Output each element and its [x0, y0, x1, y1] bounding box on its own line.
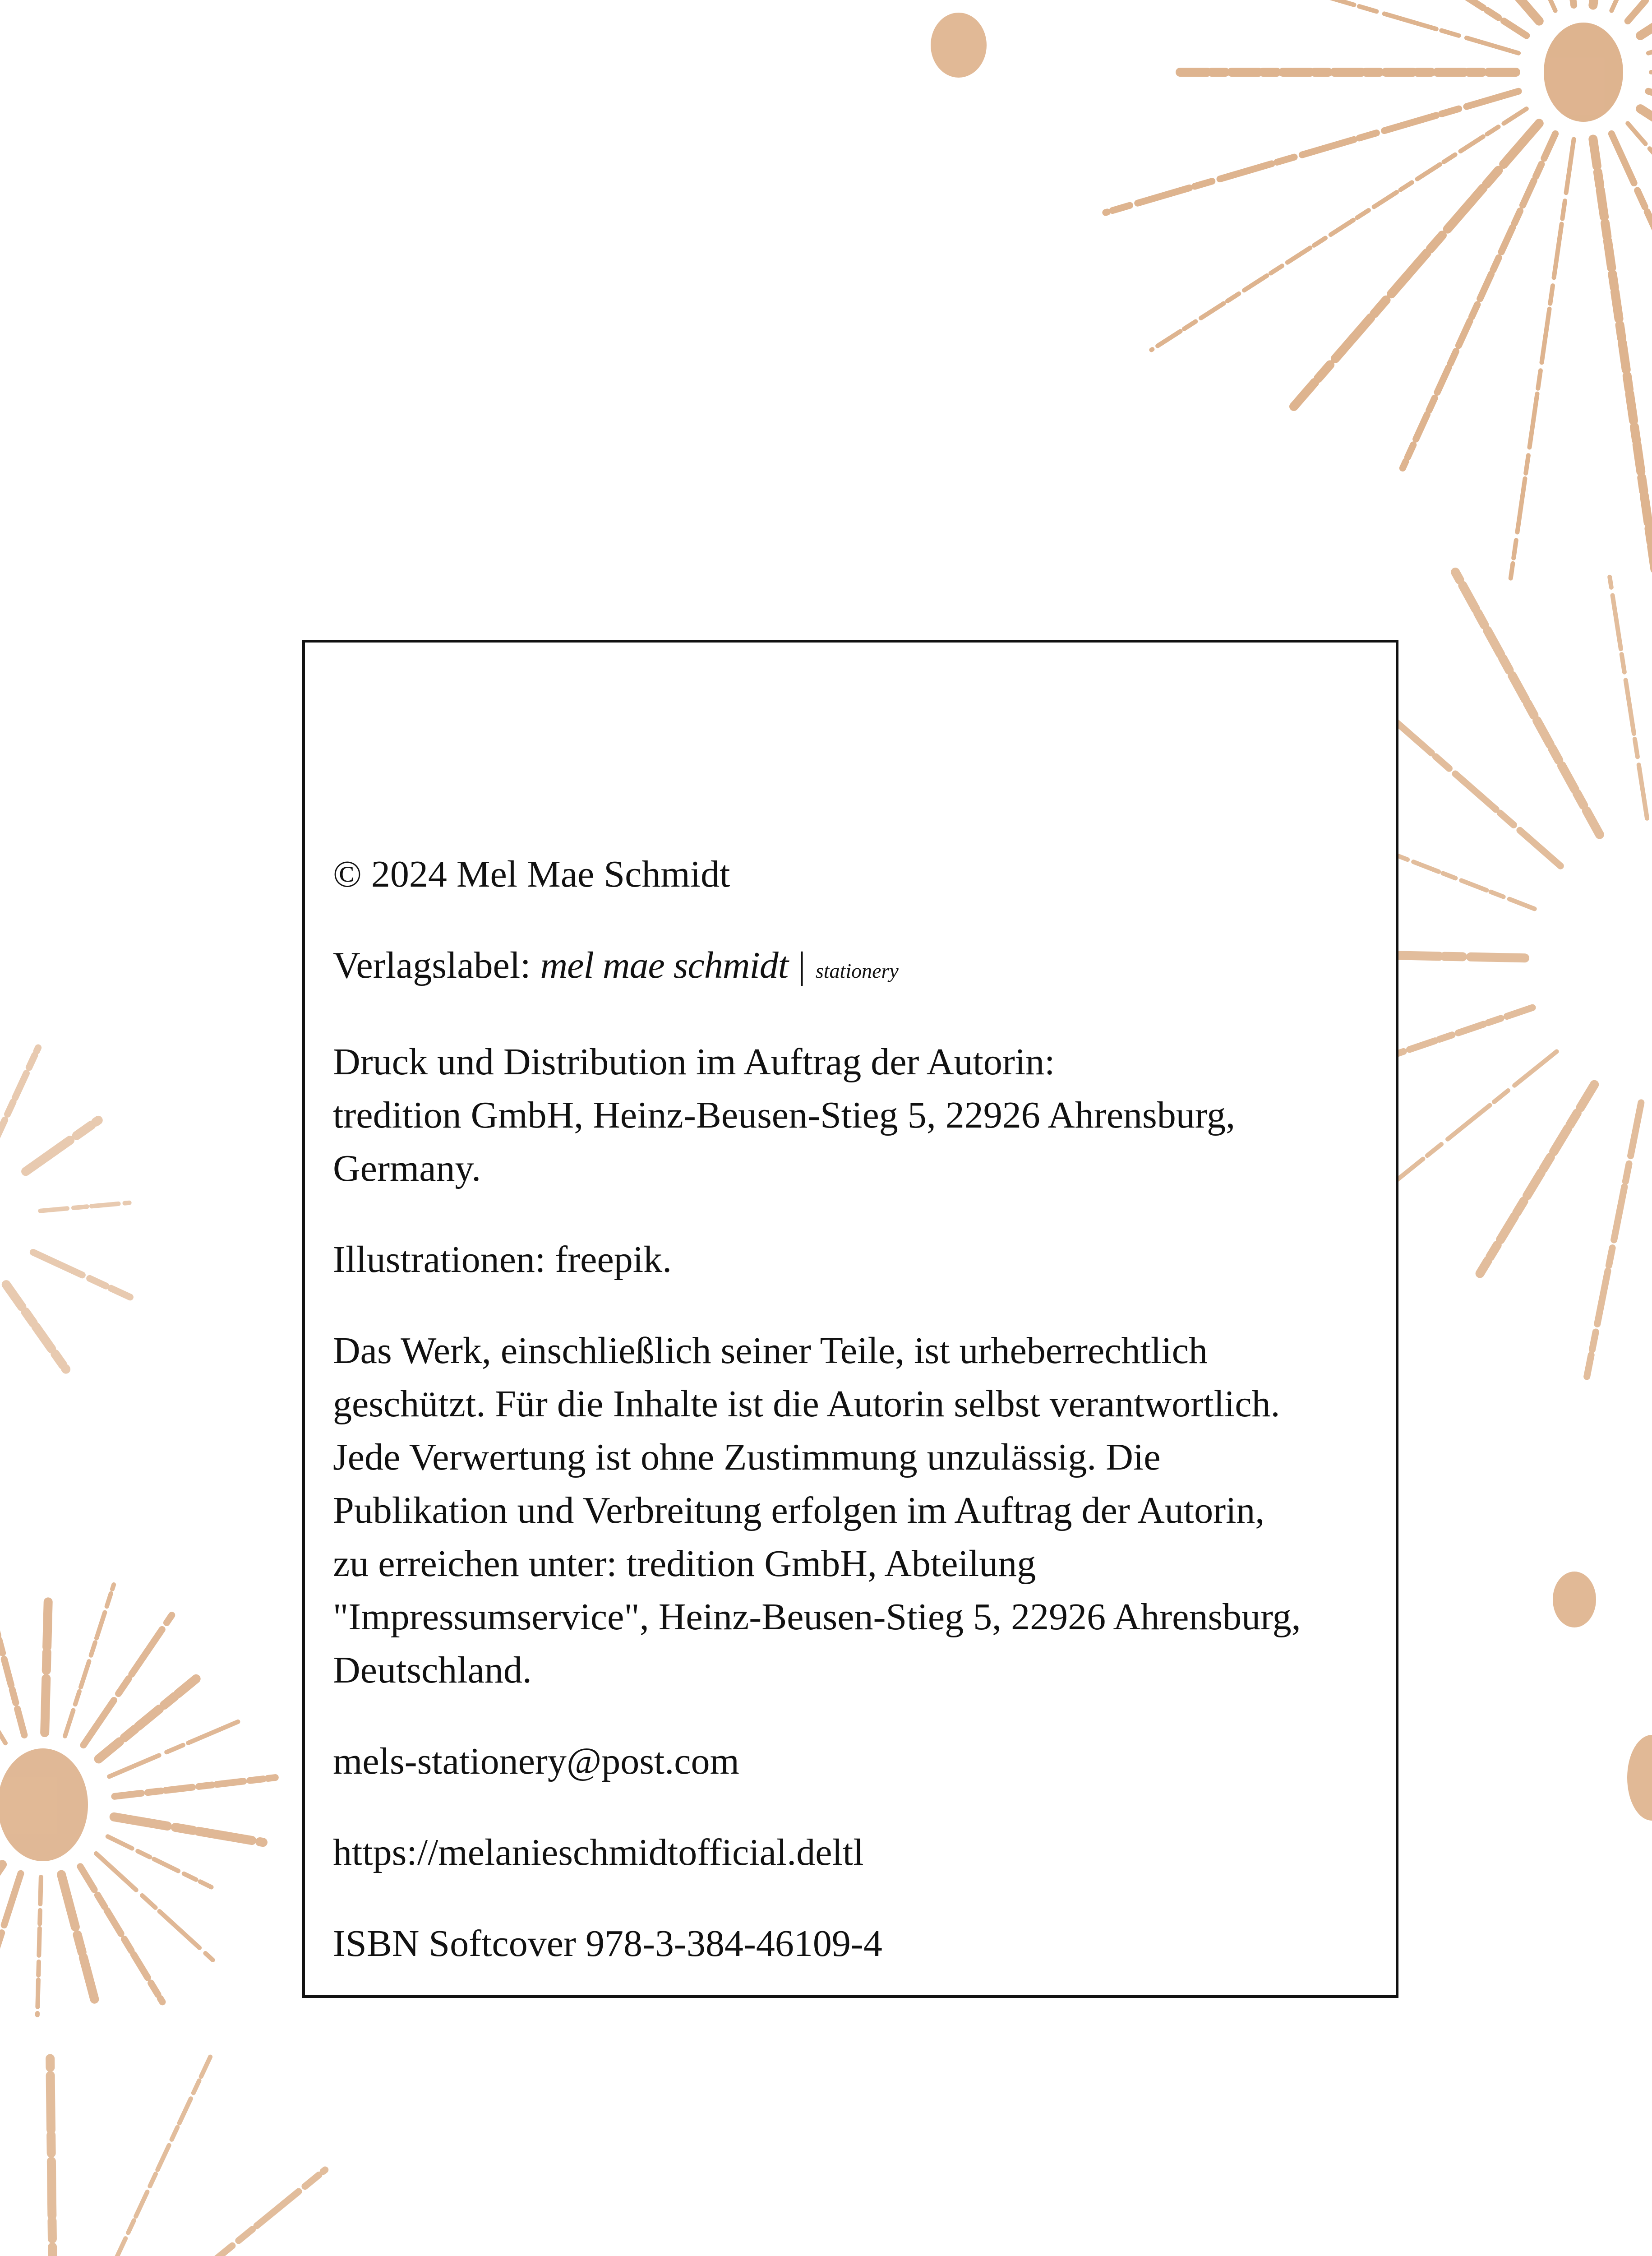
legal-line: geschützt. Für die Inhalte ist die Autorin selbst verantwortlich.	[333, 1383, 1280, 1425]
sunburst-ray	[1147, 0, 1527, 36]
contact-email: mels-stationery@post.com	[333, 1740, 739, 1782]
legal-line: Jede Verwertung ist ohne Zustimmung unzulässig. Die	[333, 1436, 1161, 1478]
label-sub: stationery	[815, 959, 899, 982]
sunburst-ray	[0, 1603, 24, 1735]
sunburst-ray	[1480, 1085, 1595, 1274]
sunburst-core	[0, 1748, 88, 1861]
sunburst-ray	[1628, 0, 1652, 21]
sunburst-ray	[115, 1778, 275, 1797]
label-separator: |	[798, 944, 806, 986]
sunburst-ray	[124, 2170, 325, 2256]
print-address: tredition GmbH, Heinz-Beusen-Stieg 5, 22926 Ahrensburg,	[333, 1094, 1236, 1136]
sunburst-ray	[1610, 577, 1647, 818]
publisher-label-line	[333, 939, 1380, 998]
label-brand: mel mae schmidt	[540, 944, 789, 986]
imprint-box	[302, 640, 1398, 1998]
sunburst-ray	[50, 2058, 53, 2256]
copyright-line: © 2024 Mel Mae Schmidt	[333, 853, 730, 895]
legal-line: Das Werk, einschließlich seiner Teile, ist urheberrechtlich	[333, 1330, 1208, 1372]
legal-line: Publikation und Verbreitung erfolgen im Auftrag der Autorin,	[333, 1489, 1265, 1531]
sunburst-icon	[0, 1034, 130, 1399]
legal-line: Deutschland.	[333, 1649, 532, 1691]
legal-line: zu erreichen unter: tredition GmbH, Abteilung	[333, 1543, 1036, 1585]
sunburst-core	[1544, 23, 1623, 122]
sunburst-ray	[1106, 91, 1518, 213]
isbn-line: ISBN Softcover 978-3-384-46109-4	[333, 1923, 882, 1965]
website-url: https://melanieschmidtofficial.deltl	[333, 1831, 864, 1873]
sunburst-ray	[114, 1817, 263, 1842]
label-prefix: Verlagslabel:	[333, 944, 531, 986]
sunburst-ray	[1294, 123, 1539, 407]
sunburst-ray	[96, 1854, 213, 1960]
sunburst-ray	[0, 1048, 38, 1145]
gold-dot-icon	[1553, 1572, 1596, 1627]
legal-notice	[333, 1324, 1380, 1697]
gold-dot-icon	[931, 13, 987, 78]
sunburst-ray	[61, 1875, 94, 1999]
sunburst-ray	[26, 1120, 98, 1171]
sunburst-ray	[0, 1605, 5, 1743]
sunburst-ray	[37, 1877, 41, 2015]
legal-line: "Impressumservice", Heinz-Beusen-Stieg 5, 22926 Ahrensburg,	[333, 1596, 1301, 1638]
illustrations-credit: Illustrationen: freepik.	[333, 1239, 672, 1281]
sunburst-icon	[0, 2057, 393, 2256]
sunburst-ray	[6, 1285, 66, 1369]
print-country: Germany.	[333, 1147, 481, 1189]
sunburst-ray	[92, 2057, 211, 2256]
sunburst-ray	[0, 1864, 2, 1991]
imprint-content	[333, 848, 1380, 1970]
sunburst-icon	[0, 1585, 275, 2027]
sunburst-ray	[1135, 0, 1518, 53]
gold-dot-icon	[1627, 1735, 1652, 1821]
sunburst-ray	[40, 1203, 129, 1211]
sunburst-ray	[33, 1252, 130, 1297]
sunburst-ray	[0, 2117, 14, 2256]
print-distribution	[333, 1036, 1380, 1195]
sunburst-ray	[45, 1602, 48, 1733]
sunburst-ray	[1587, 1103, 1641, 1377]
sunburst-icon	[1106, 0, 1652, 578]
print-heading: Druck und Distribution im Auftrag der Autorin:	[333, 1041, 1055, 1083]
sunburst-ray	[0, 1873, 21, 2027]
